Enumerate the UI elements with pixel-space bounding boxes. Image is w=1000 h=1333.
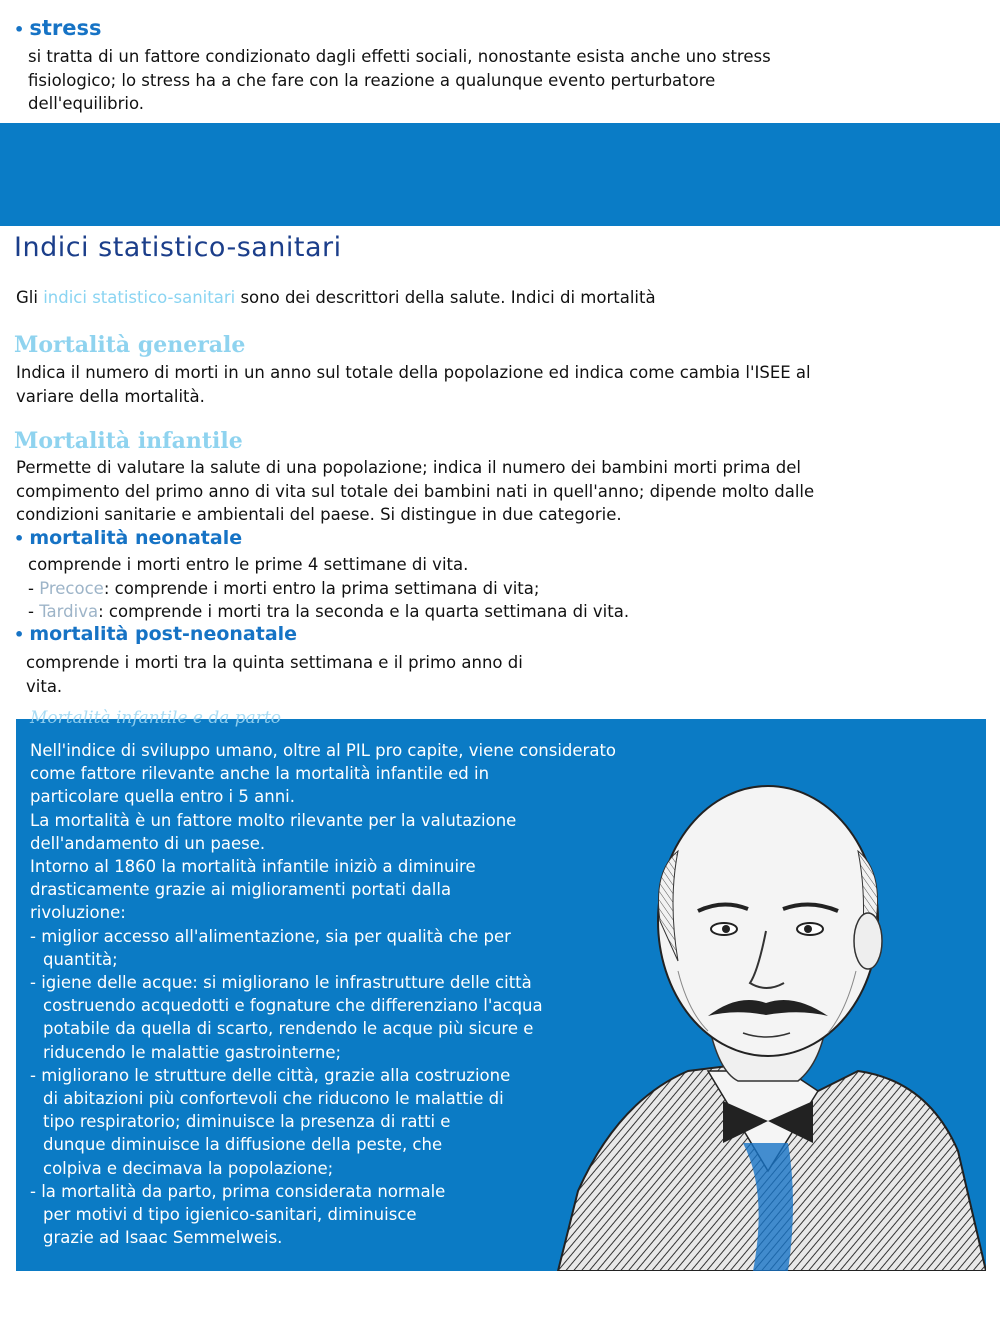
bullet-icon: • [14, 529, 25, 548]
decorative-band [0, 123, 1000, 226]
stress-heading [14, 16, 101, 40]
mortalita-infantile-text [16, 456, 981, 527]
text-line: Permette di valutare la salute di una popolazione; indica il numero dei bambini morti prima del [16, 458, 801, 477]
mortalita-infantile-title: Mortalità infantile [14, 428, 243, 454]
stress-line: dell'equilibrio. [28, 94, 145, 113]
post-neonatale-heading [14, 623, 297, 645]
panel-bullet: - igiene delle acque: si migliorano le infrastrutture delle città [30, 973, 532, 993]
neonatale-heading [14, 527, 242, 549]
stress-title: stress [29, 16, 102, 40]
mortalita-generale-text [16, 361, 976, 408]
panel-bullet-cont: costruendo acquedotti e fognature che differenziano l'acqua [43, 996, 543, 1016]
intro-prefix: Gli [16, 288, 44, 307]
panel-bullet-cont: grazie ad Isaac Semmelweis. [43, 1228, 283, 1248]
panel-bullet-cont: potabile da quella di scarto, rendendo le acque più sicure e [43, 1019, 534, 1039]
post-neonatale-text [26, 651, 666, 698]
panel-line: Nell'indice di sviluppo umano, oltre al PIL pro capite, viene considerato [30, 741, 617, 760]
stress-text [28, 45, 978, 116]
panel-bullet-cont: tipo respiratorio; diminuisce la presenza di ratti e [43, 1112, 451, 1132]
panel-line: La mortalità è un fattore molto rilevante per la valutazione [30, 810, 517, 830]
precoce-text: : comprende i morti entro la prima settimana di vita; [103, 578, 540, 598]
stress-line: fisiologico; lo stress ha a che fare con la reazione a qualunque evento perturbatore [28, 70, 716, 90]
panel-line: Intorno al 1860 la mortalità infantile iniziò a diminuire [30, 857, 476, 877]
panel-bullet-cont: per motivi d tipo igienico-sanitari, diminuisce [43, 1205, 417, 1225]
panel-bullet-cont: colpiva e decimava la popolazione; [43, 1158, 334, 1178]
panel-title: Mortalità infantile e da parto [30, 708, 282, 728]
panel-line: particolare quella entro i 5 anni. [30, 787, 295, 807]
section-title: Indici statistico-sanitari [14, 232, 342, 263]
panel-bullet-cont: quantità; [43, 949, 118, 969]
panel-bullet: - miglior accesso all'alimentazione, sia per qualità che per [30, 926, 511, 946]
panel-bullet-cont: dunque diminuisce la diffusione della peste, che [43, 1135, 443, 1155]
panel-bullet-cont: riducendo le malattie gastrointerne; [43, 1042, 342, 1062]
text-line: comprende i morti entro le prime 4 settimane di vita. [28, 555, 469, 574]
neonatale-title: mortalità neonatale [29, 527, 243, 549]
panel-bullet: - la mortalità da parto, prima considerata normale [30, 1181, 446, 1201]
portrait-illustration [538, 771, 986, 1271]
intro-highlight: indici statistico-sanitari [43, 288, 236, 307]
text-line: variare della mortalità. [16, 386, 205, 406]
mortalita-generale-title: Mortalità generale [14, 332, 246, 358]
precoce-label: Precoce [39, 578, 104, 598]
text-line: compimento del primo anno di vita sul totale dei bambini nati in quell'anno; dipende molto dalle [16, 481, 815, 501]
panel-line: drasticamente grazie ai miglioramenti portati dalla [30, 880, 452, 900]
text-line: comprende i morti tra la quinta settimana e il primo anno di [26, 653, 523, 672]
section-intro [16, 286, 976, 310]
bullet-icon: • [14, 625, 25, 644]
intro-suffix: sono dei descrittori della salute. Indici di mortalità [235, 288, 656, 307]
panel-line: dell'andamento di un paese. [30, 833, 266, 853]
panel-bullet-cont: di abitazioni più confortevoli che riducono le malattie di [43, 1089, 504, 1109]
text-line: condizioni sanitarie e ambientali del paese. Si distingue in due categorie. [16, 505, 622, 524]
tardiva-line: - Tardiva: comprende i morti tra la seconda e la quarta settimana di vita. [28, 602, 630, 621]
tardiva-text: : comprende i morti tra la seconda e la quarta settimana di vita. [98, 602, 630, 621]
panel-bullet: - migliorano le strutture delle città, grazie alla costruzione [30, 1065, 511, 1085]
precoce-line: - Precoce: comprende i morti entro la prima settimana di vita; [28, 578, 540, 598]
bullet-icon: • [14, 20, 25, 39]
post-neonatale-title: mortalità post-neonatale [29, 623, 298, 645]
panel-line: rivoluzione: [30, 903, 126, 923]
text-line: vita. [26, 676, 63, 696]
neonatale-text [28, 553, 968, 624]
info-panel [16, 719, 986, 1271]
stress-line: si tratta di un fattore condizionato dagli effetti sociali, nonostante esista anche uno stress [28, 47, 771, 66]
text-line: Indica il numero di morti in un anno sul totale della popolazione ed indica come cambia l'ISEE al [16, 363, 811, 382]
tardiva-label: Tardiva [39, 602, 99, 621]
panel-line: come fattore rilevante anche la mortalità infantile ed in [30, 764, 490, 784]
